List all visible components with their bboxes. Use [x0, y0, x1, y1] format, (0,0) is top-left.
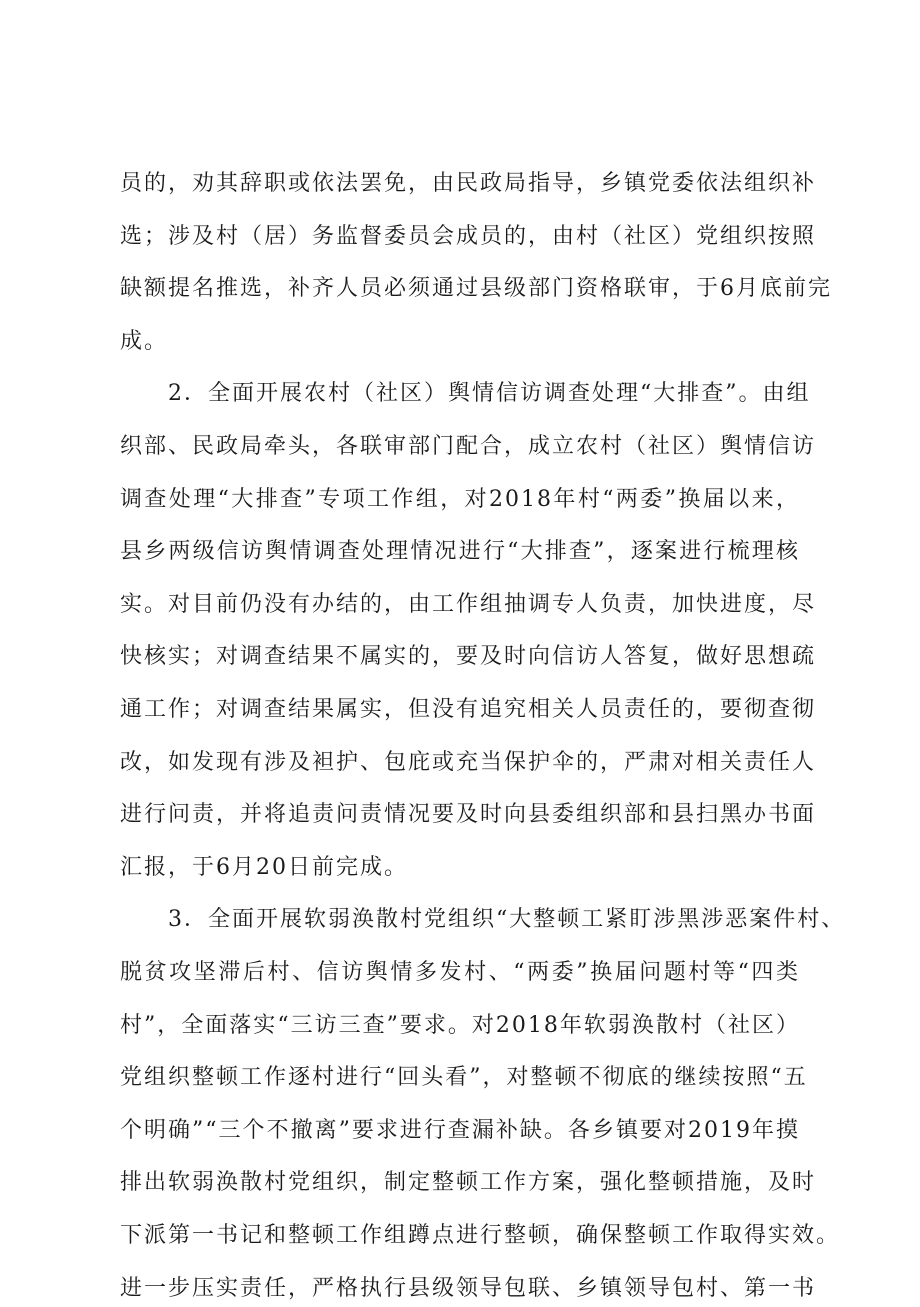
text-line: 调查处理“大排查”专项工作组，对2018年村“两委”换届以来， [120, 486, 800, 512]
text-line: 2．全面开展农村（社区）舆情信访调查处理“大排查”。由组 [168, 381, 811, 407]
text-line: 脱贫攻坚滞后村、信访舆情多发村、“两委”换届问题村等“四类 [120, 960, 800, 985]
text-line: 实。对目前仍没有办结的，由工作组抽调专人负责，加快进度，尽 [120, 591, 817, 617]
text-line: 村”，全面落实“三访三查”要求。对2018年软弱涣散村（社区） [120, 1012, 800, 1038]
text-line: 县乡两级信访舆情调查处理情况进行“大排查”，逐案进行梳理核 [120, 539, 800, 565]
text-line: 缺额提名推选，补齐人员必须通过县级部门资格联审，于6月底前完 [120, 276, 832, 302]
text-line: 通工作；对调查结果属实，但没有追究相关人员责任的，要彻查彻 [120, 697, 817, 722]
text-line: 3．全面开展软弱涣散村党组织“大整顿工紧盯涉黑涉恶案件村、 [168, 907, 846, 933]
text-line: 个明确”“三个不撤离”要求进行查漏补缺。各乡镇要对2019年摸 [120, 1117, 800, 1143]
text-line: 进行问责，并将追责问责情况要及时向县委组织部和县扫黑办书面 [120, 802, 817, 828]
text-line: 汇报，于6月20日前完成。 [120, 854, 408, 880]
text-line: 快核实；对调查结果不属实的，要及时向信访人答复，做好思想疏 [120, 644, 817, 670]
text-line: 织部、民政局牵头，各联审部门配合，成立农村（社区）舆情信访 [120, 434, 817, 459]
text-line: 成。 [120, 328, 169, 354]
text-line: 下派第一书记和整顿工作组蹲点进行整顿，确保整顿工作取得实效。 [120, 1223, 841, 1248]
text-line: 党组织整顿工作逐村进行“回头看”，对整顿不彻底的继续按照“五 [120, 1065, 808, 1091]
text-line: 选；涉及村（居）务监督委员会成员的，由村（社区）党组织按照 [120, 223, 817, 249]
text-line: 改，如发现有涉及袒护、包庇或充当保护伞的，严肃对相关责任人 [120, 749, 817, 775]
text-line: 员的，劝其辞职或依法罢免，由民政局指导，乡镇党委依法组织补 [120, 171, 817, 196]
text-line: 排出软弱涣散村党组织，制定整顿工作方案，强化整顿措施，及时 [120, 1170, 817, 1196]
text-line: 进一步压实责任，严格执行县级领导包联、乡镇领导包村、第一书 [120, 1275, 817, 1301]
